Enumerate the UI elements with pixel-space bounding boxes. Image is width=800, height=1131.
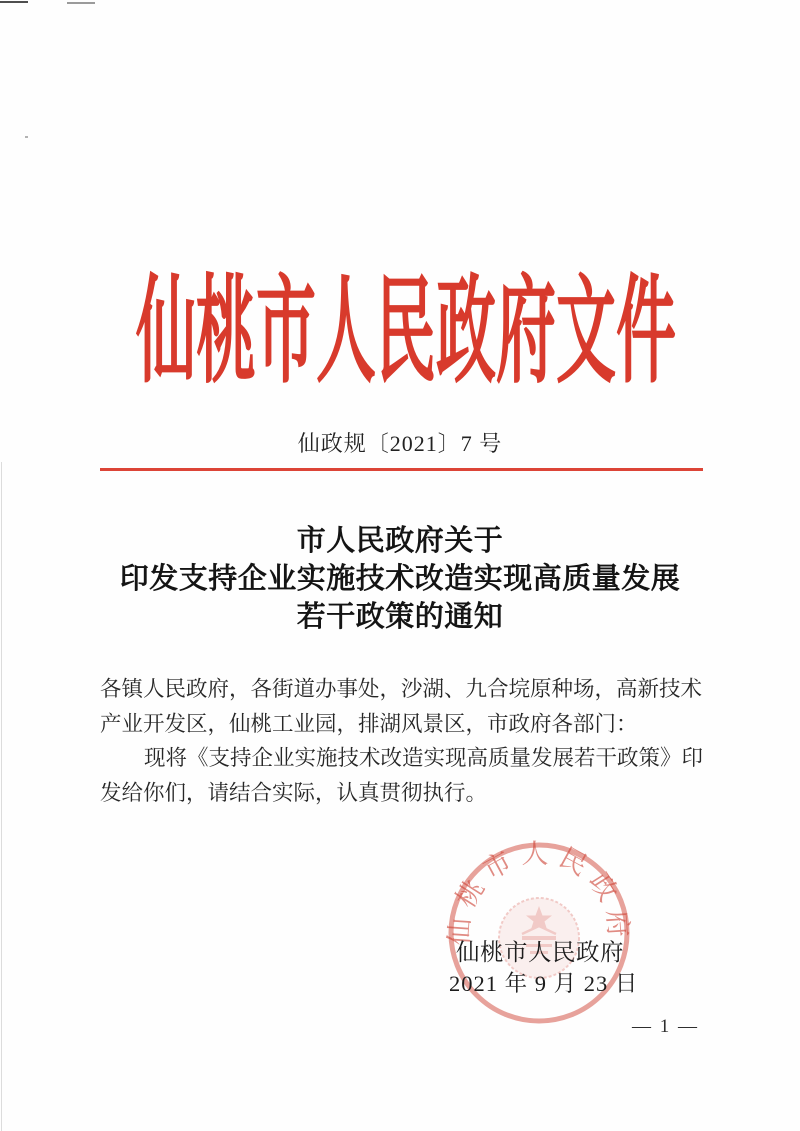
document-body: [100, 672, 704, 810]
body-line-4: 发给你们，请结合实际，认真贯彻执行。: [100, 780, 488, 805]
document-title: [0, 522, 800, 636]
red-divider-line: [100, 468, 703, 471]
signature-organization: 仙桃市人民政府: [456, 940, 624, 966]
body-line-2: 产业开发区，仙桃工业园，排湖风景区，市政府各部门：: [100, 711, 638, 736]
scan-artifact-top-line-1: [0, 1, 28, 3]
title-line-1: 市人民政府关于: [296, 525, 504, 557]
seal-arc-text: 仙桃市人民政府: [444, 839, 634, 947]
scan-artifact-speck: [25, 136, 28, 138]
body-line-3: 现将《支持企业实施技术改造实现高质量发展若干政策》印: [144, 746, 704, 770]
signature-date: 2021 年 9 月 23 日: [449, 971, 639, 996]
scan-artifact-top-line-2: [67, 2, 95, 4]
title-line-2: 印发支持企业实施技术改造实现高质量发展: [119, 563, 681, 595]
masthead-title: 仙桃市人民政府文件: [136, 268, 676, 397]
title-line-3: 若干政策的通知: [296, 601, 504, 633]
document-number: 仙政规〔2021〕7 号: [297, 431, 503, 456]
page-number: — 1 —: [632, 1016, 699, 1037]
body-line-1: 各镇人民政府，各街道办事处，沙湖、九合垸原种场，高新技术: [100, 677, 703, 701]
